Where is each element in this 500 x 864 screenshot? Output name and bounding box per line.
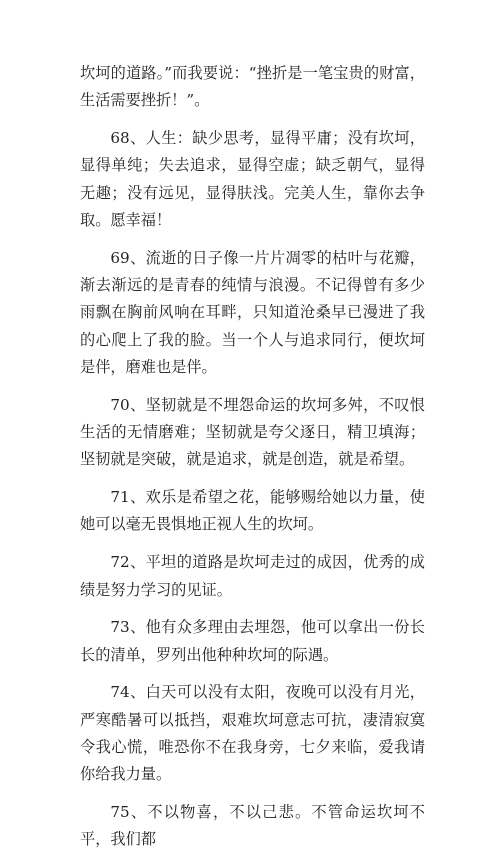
- paragraph-74: 74、白天可以没有太阳，夜晚可以没有月光，严寒酷暑可以抵挡，艰难坎坷意志可抗，凄清寂寞令我心慌，唯恐你不在我身旁，七夕来临，爱我请你给我力量。: [80, 683, 425, 784]
- paragraph-75: 75、不以物喜，不以己悲。不管命运坎坷不平，我们都: [80, 803, 425, 849]
- paragraph-68: 68、人生：缺少思考，显得平庸；没有坎坷，显得单纯；失去追求，显得空虚；缺乏朝气，显得无趣；没有远见，显得肤浅。完美人生，靠你去争取。愿幸福！: [80, 129, 425, 229]
- paragraph-73: 73、他有众多理由去埋怨，他可以拿出一份长长的清单，罗列出他种种坎坷的际遇。: [80, 618, 425, 664]
- paragraph-continuation: 坎坷的道路。”而我要说：“挫折是一笔宝贵的财富，生活需要挫折！”。: [80, 64, 425, 110]
- paragraph-72: 72、平坦的道路是坎坷走过的成因，优秀的成绩是努力学习的见证。: [80, 553, 425, 599]
- paragraph-71: 71、欢乐是希望之花，能够赐给她以力量，使她可以毫无畏惧地正视人生的坎坷。: [80, 488, 425, 534]
- document-body: [80, 60, 425, 864]
- paragraph-70: 70、坚韧就是不埋怨命运的坎坷多舛，不叹恨生活的无情磨难；坚韧就是夸父逐日，精卫填海；坚韧就是突破，就是追求，就是创造，就是希望。: [80, 395, 425, 469]
- paragraph-69: 69、流逝的日子像一片片凋零的枯叶与花瓣，渐去渐远的是青春的纯情与浪漫。不记得曾有多少雨飘在胸前风响在耳畔，只知道沧桑早已漫进了我的心爬上了我的脸。当一个人与追求同行，便坎坷是伴，磨难也是伴。: [80, 248, 425, 376]
